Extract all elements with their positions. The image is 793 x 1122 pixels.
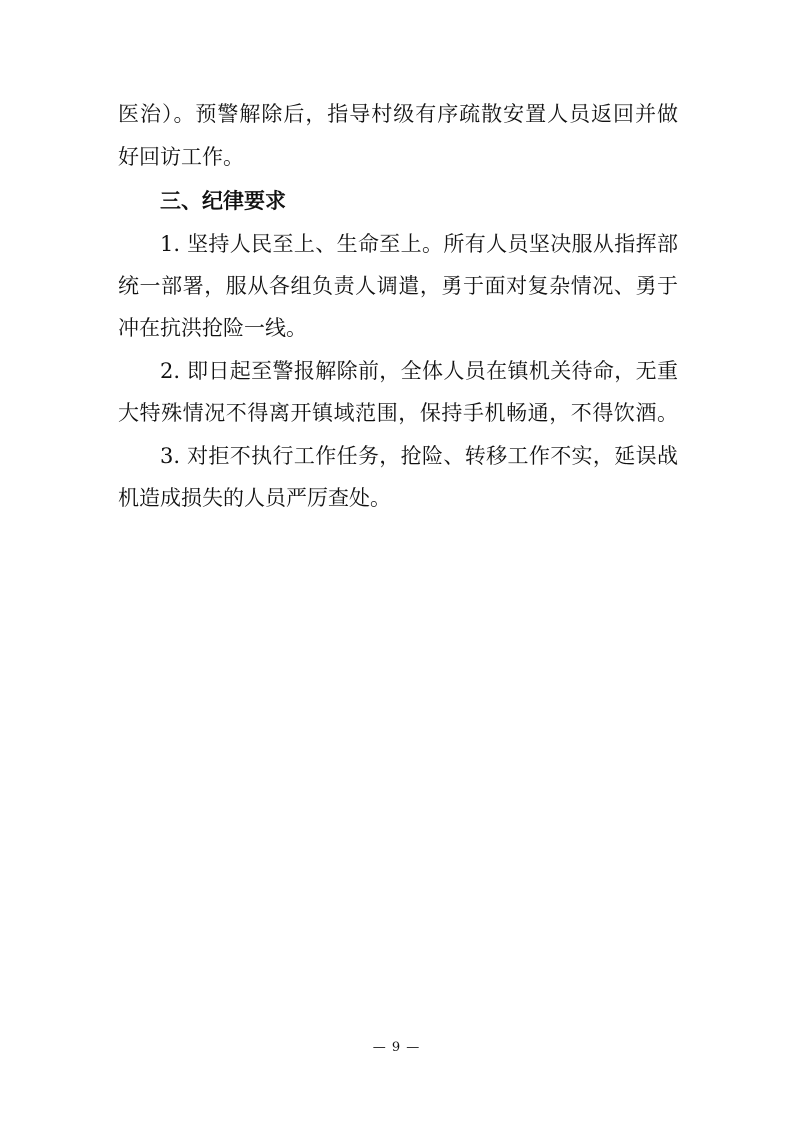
paragraph-line: 医治）。预警解除后，指导村级有序疏散安置人员返回并做 [118, 102, 678, 126]
paragraph-line: 大特殊情况不得离开镇域范围，保持手机畅通，不得饮酒。 [118, 401, 678, 425]
paragraph-line: 1. 坚持人民至上、生命至上。所有人员坚决服从指挥部 [160, 232, 678, 256]
paragraph-line: 统一部署，服从各组负责人调遣，勇于面对复杂情况、勇于 [118, 274, 678, 298]
paragraph-line: 机造成损失的人员严厉查处。 [118, 486, 391, 510]
paragraph-line: 3. 对拒不执行工作任务，抢险、转移工作不实，延误战 [160, 444, 678, 468]
paragraph-line: 冲在抗洪抢险一线。 [118, 316, 307, 340]
page-number: — 9 — [372, 1040, 421, 1055]
paragraph-line: 好回访工作。 [118, 145, 244, 169]
section-heading: 三、纪律要求 [160, 189, 286, 213]
paragraph-line: 2. 即日起至警报解除前，全体人员在镇机关待命，无重 [160, 359, 678, 383]
